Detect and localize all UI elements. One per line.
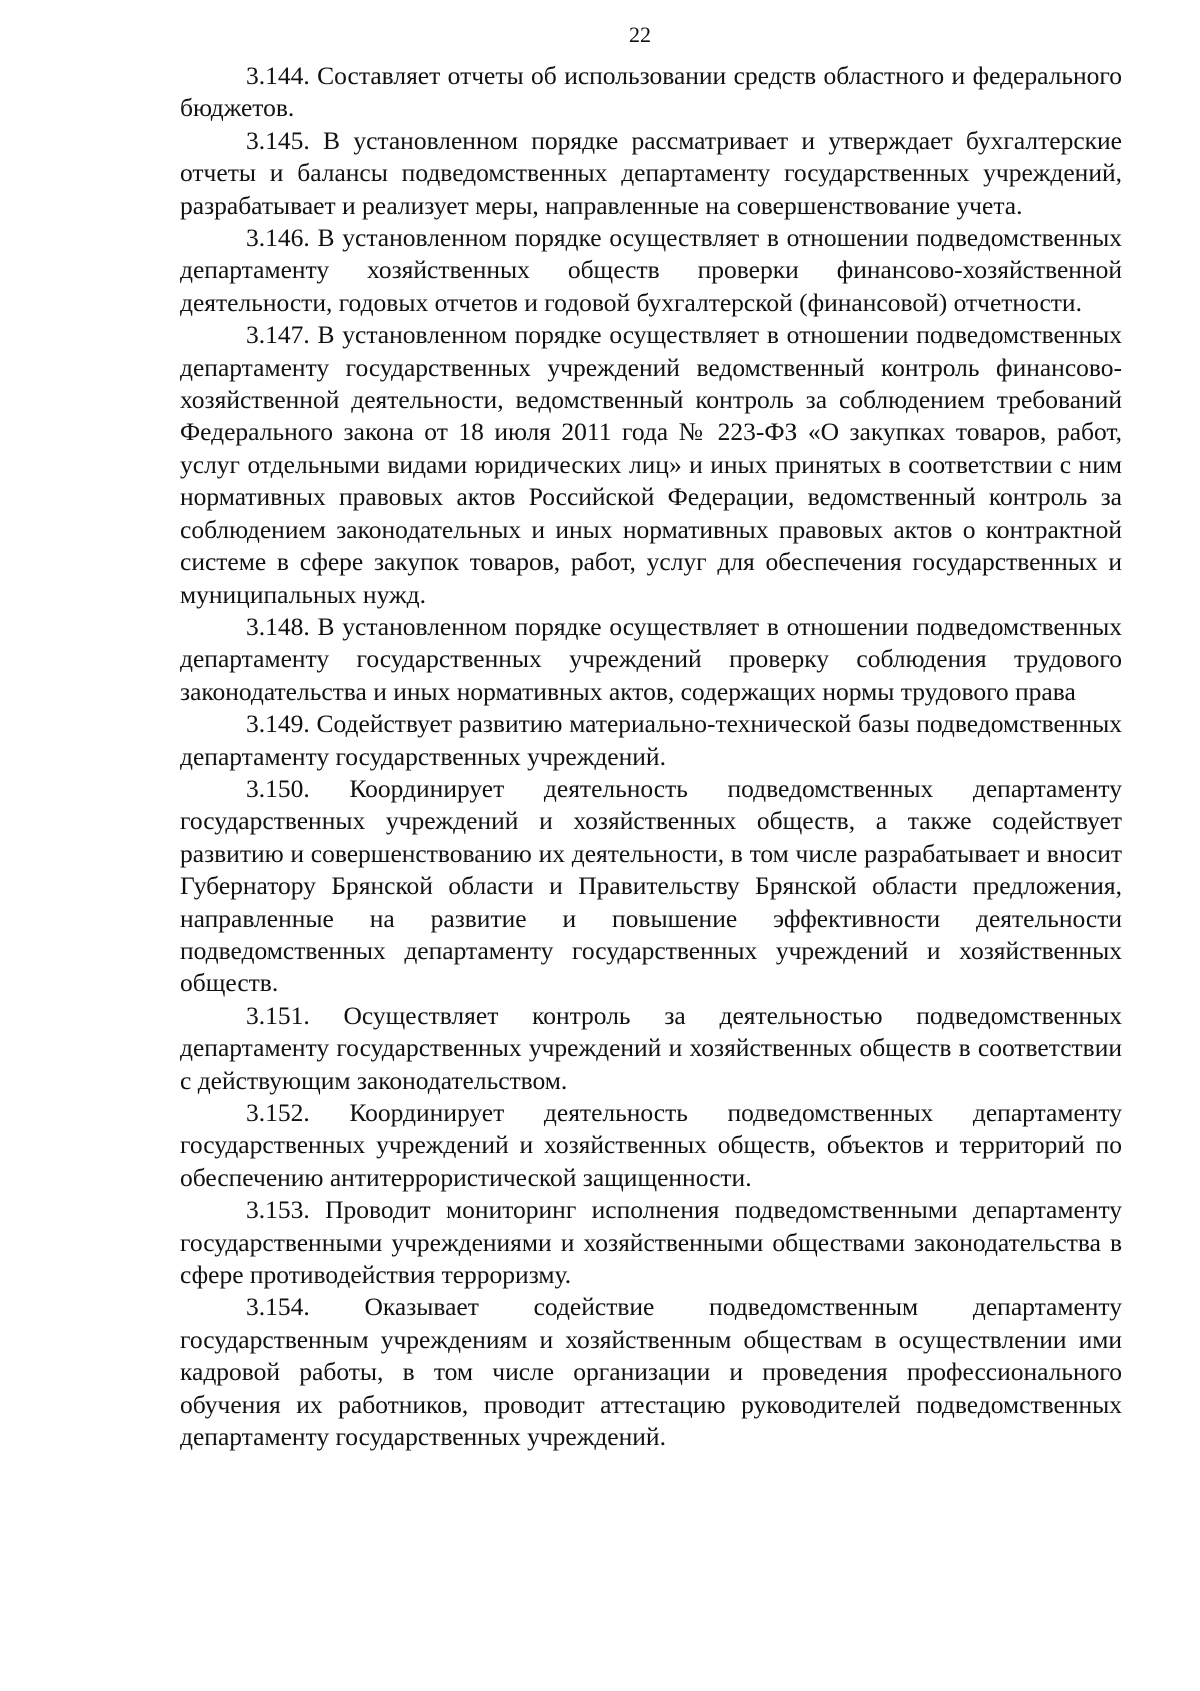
paragraph-3-150: 3.150. Координирует деятельность подведомственных департаменту государственных учреждений и хозяйственных обществ, а также содействует развитию и совершенствованию их деятельности, в том числе разрабатывает и вносит Губернатору Брянской области и Правительству Брянской области предложения, направленные на развитие и повышение эффективности деятельности подведомственных департаменту государственных учреждений и хозяйственных обществ. <box>180 773 1122 998</box>
paragraph-3-148: 3.148. В установленном порядке осуществляет в отношении подведомственных департаменту государственных учреждений проверку соблюдения трудового законодательства и иных нормативных актов, содержащих нормы трудового права <box>180 611 1122 706</box>
page-number: 22 <box>629 22 651 47</box>
paragraph-3-154: 3.154. Оказывает содействие подведомственным департаменту государственным учреждениям и хозяйственным обществам в осуществлении ими кадровой работы, в том числе организации и проведения профессионального обучения их работников, проводит аттестацию руководителей подведомственных департаменту государственных учреждений. <box>180 1292 1122 1452</box>
paragraph-3-145: 3.145. В установленном порядке рассматривает и утверждает бухгалтерские отчеты и балансы подведомственных департаменту государственных учреждений, разрабатывает и реализует меры, направленные на совершенствование учета. <box>180 125 1122 220</box>
paragraph-3-144: 3.144. Составляет отчеты об использовании средств областного и федерального бюджетов. <box>180 61 1122 123</box>
paragraph-3-147: 3.147. В установленном порядке осуществляет в отношении подведомственных департаменту государственных учреждений ведомственный контроль финансово-хозяйственной деятельности, ведомственный контроль за соблюдением требований Федерального закона от 18 июля 2011 года № 223-ФЗ «О закупках товаров, работ, услуг отдельными видами юридических лиц» и иных принятых в соответствии с ним нормативных правовых актов Российской Федерации, ведомственный контроль за соблюдением законодательных и иных нормативных правовых актов о контрактной системе в сфере закупок товаров, работ, услуг для обеспечения государственных и муниципальных нужд. <box>180 320 1122 609</box>
document-body <box>180 60 1122 1453</box>
paragraph-3-146: 3.146. В установленном порядке осуществляет в отношении подведомственных департаменту хозяйственных обществ проверки финансово-хозяйственной деятельности, годовых отчетов и годовой бухгалтерской (финансовой) отчетности. <box>180 223 1122 317</box>
paragraph-3-149: 3.149. Содействует развитию материально-технической базы подведомственных департаменту государственных учреждений. <box>180 709 1122 771</box>
paragraph-3-152: 3.152. Координирует деятельность подведомственных департаменту государственных учреждений и хозяйственных обществ, объектов и территорий по обеспечению антитеррористической защищенности. <box>180 1098 1122 1192</box>
paragraph-3-151: 3.151. Осуществляет контроль за деятельностью подведомственных департаменту государственных учреждений и хозяйственных обществ в соответствии с действующим законодательством. <box>180 1000 1122 1095</box>
paragraph-3-153: 3.153. Проводит мониторинг исполнения подведомственными департаменту государственными учреждениями и хозяйственными обществами законодательства в сфере противодействия терроризму. <box>180 1195 1122 1290</box>
